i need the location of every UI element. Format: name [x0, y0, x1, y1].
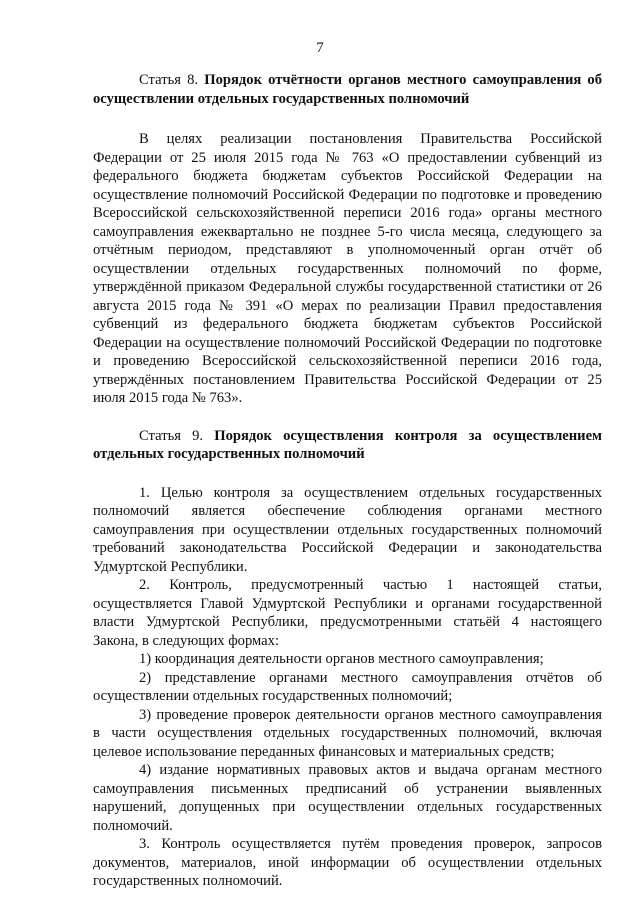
spacer: [93, 464, 602, 484]
article-9-heading: [93, 427, 602, 464]
article-9-paragraph-3: 3. Контроль осуществляется путём проведения проверок, запросов документов, материалов, иной информации об осуществлении отдельных государственных полномочий.: [93, 836, 602, 889]
article-9-paragraph-1: 1. Целью контроля за осуществлением отдельных государственных полномочий является обеспечение соблюдения органами местного самоуправления при осуществлении отдельных государственных полномочий требований законодательства Российской Федерации и законодательства Удмуртской Республики.: [93, 484, 602, 575]
article-9-item-4: 4) издание нормативных правовых актов и выдача органам местного самоуправления письменных предписаний об устранении выявленных нарушений, допущенных при осуществлении отдельных государственных полномочий.: [93, 762, 602, 834]
article-8-title: Порядок отчётности органов местного самоуправления об осуществлении отдельных государственных полномочий: [93, 72, 602, 107]
article-9-item-2: 2) представление органами местного самоуправления отчётов об осуществлении отдельных государственных полномочий;: [93, 669, 602, 704]
spacer: [93, 108, 602, 130]
article-9-item-1: 1) координация деятельности органов местного самоуправления;: [139, 651, 544, 667]
article-9-lead: Статья 9.: [139, 427, 204, 444]
article-9-title: Порядок осуществления контроля за осуществлением отдельных государственных полномочий: [93, 427, 602, 462]
article-8-heading: [93, 71, 602, 108]
page-number: 7: [316, 40, 324, 56]
article-8-paragraph-1: В целях реализации постановления Правительства Российской Федерации от 25 июля 2015 года № 763 «О предоставлении субвенций из федерального бюджета бюджетам субъектов Российской Федерации на осуществление полномочий Российской Федерации по подготовке и проведению Всероссийской сельскохозяйственной переписи 2016 года» органы местного самоуправления ежеквартально не позднее 5-го числа месяца, следующего за отчётным периодом, представляют в уполномоченный орган отчёт об осуществлении отдельных государственных полномочий по форме, утверждённой приказом Федеральной службы государственной статистики от 26 августа 2015 года № 391 «О мерах по реализации Правил предоставления субвенций из федерального бюджета бюджетам субъектов Российской Федерации на осуществление полномочий Российской Федерации по подготовке и проведению Всероссийской сельскохозяйственной переписи 2016 года, утверждённых постановлением Правительства Российской Федерации от 25 июля 2015 года № 763».: [93, 131, 602, 406]
article-8-lead: Статья 8.: [139, 72, 199, 88]
article-9-item-3: 3) проведение проверок деятельности органов местного самоуправления в части осуществления отдельных государственных полномочий, включая целевое использование переданных финансовых и материальных средств;: [93, 706, 602, 760]
article-9-paragraph-2: 2. Контроль, предусмотренный частью 1 настоящей статьи, осуществляется Главой Удмуртской Республики и органами государственной власти Удмуртской Республики, предусмотренными статьёй 4 настоящего Закона, в следующих формах:: [93, 577, 602, 649]
document-body: [93, 71, 602, 891]
spacer: [93, 408, 602, 427]
